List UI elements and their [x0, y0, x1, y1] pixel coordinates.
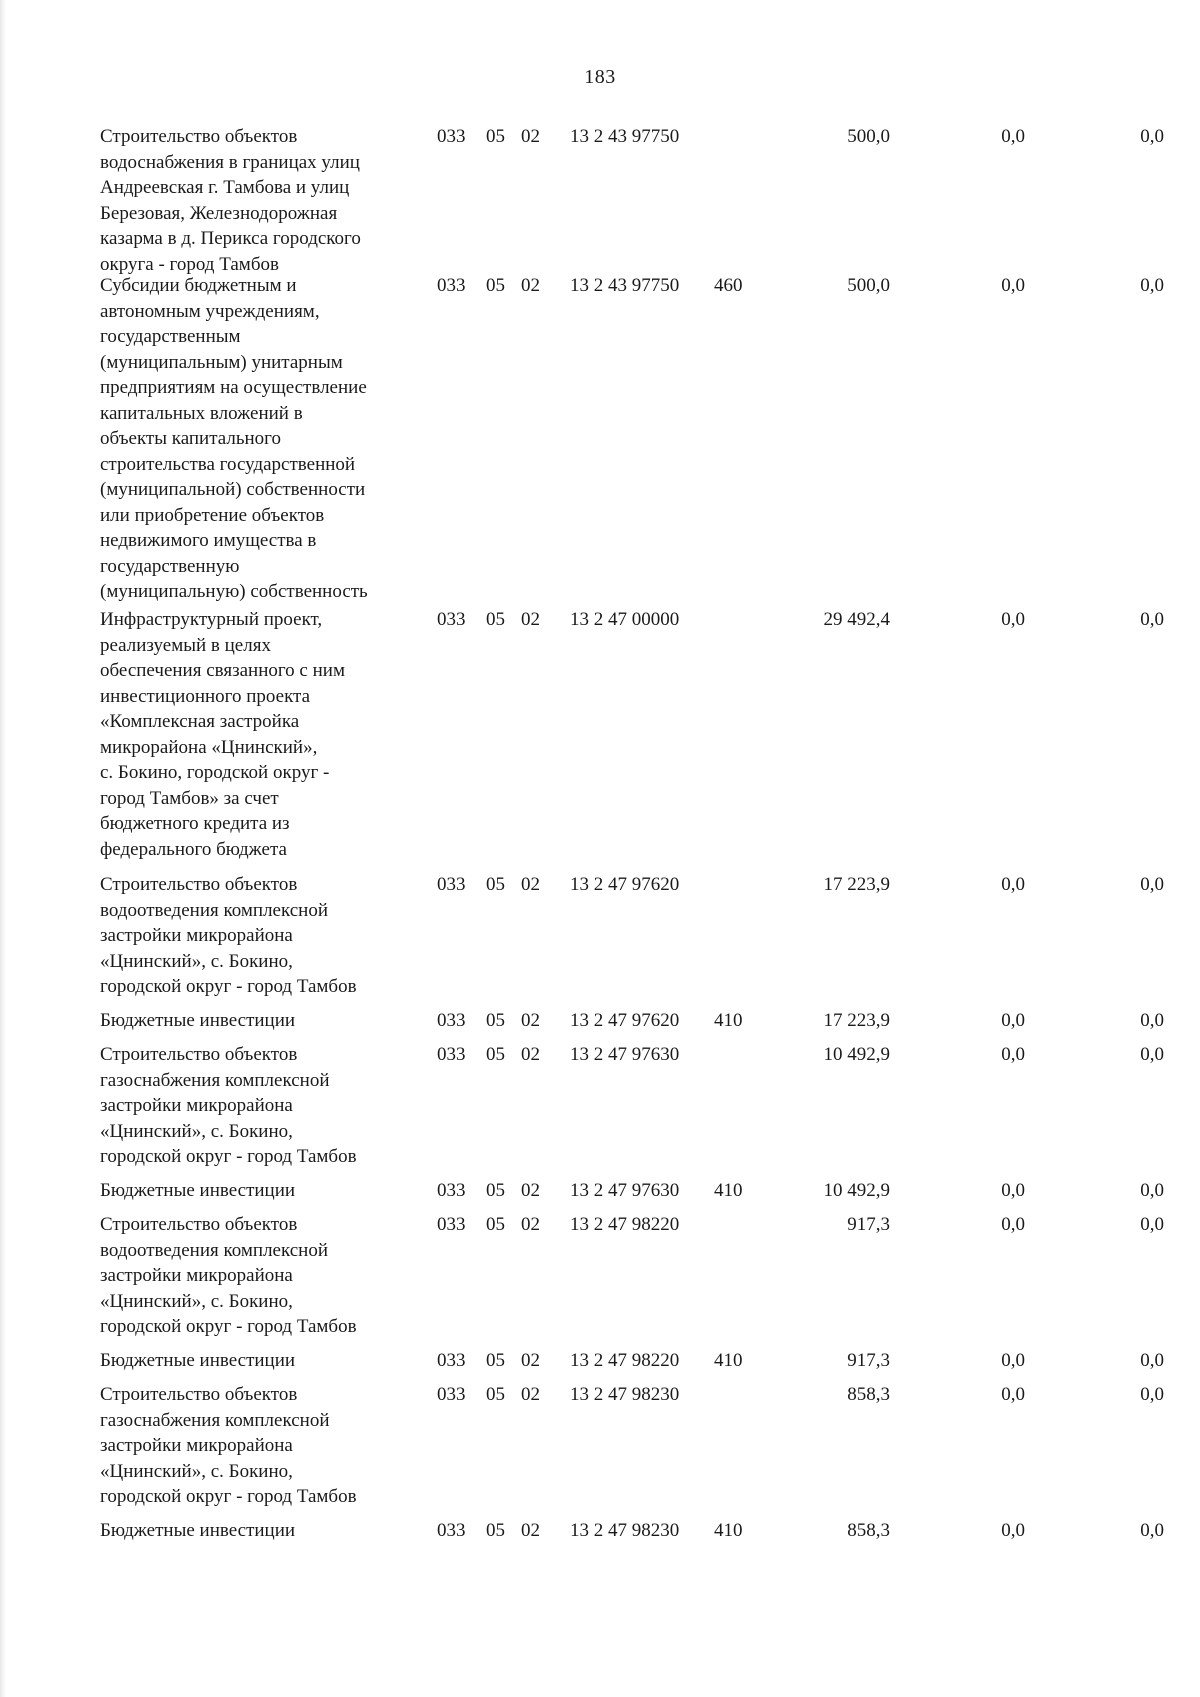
section-code: 05: [486, 1520, 505, 1541]
amount-year-1: 917,3: [847, 1350, 890, 1371]
amount-year-1: 858,3: [847, 1520, 890, 1541]
target-article-code: 13 2 47 97630: [570, 1180, 680, 1201]
admin-code: 033: [437, 874, 466, 895]
row-description: Строительство объектов водоотведения комплексной застройки микрорайона «Цнинский», с. Бокино, городской округ - город Тамбов: [100, 874, 357, 997]
target-article-code: 13 2 47 97620: [570, 874, 680, 895]
admin-code: 033: [437, 1044, 466, 1065]
target-article-code: 13 2 47 97630: [570, 1044, 680, 1065]
amount-year-1: 17 223,9: [823, 1010, 890, 1031]
row-description: Субсидии бюджетным и автономным учреждениям, государственным (муниципальным) унитарным предприятиям на осуществление капитальных вложений в объекты капитального строительства государственной (муниципальной) собственности или приобретение объектов недвижимого имущества в государственную (муниципальную) собственность: [100, 275, 368, 602]
amount-year-2: 0,0: [1001, 1520, 1025, 1541]
table-row: [0, 1382, 1200, 1518]
amount-year-3: 0,0: [1140, 1044, 1164, 1065]
table-row: [0, 1348, 1200, 1382]
expense-type-code: 410: [714, 1180, 743, 1201]
target-article-code: 13 2 47 98230: [570, 1384, 680, 1405]
page-number: 183: [584, 66, 616, 88]
table-row: [0, 1178, 1200, 1212]
admin-code: 033: [437, 1214, 466, 1235]
target-article-code: 13 2 47 98220: [570, 1214, 680, 1235]
table-row: [0, 1518, 1200, 1552]
expense-type-code: 410: [714, 1350, 743, 1371]
amount-year-3: 0,0: [1140, 126, 1164, 147]
amount-year-3: 0,0: [1140, 1214, 1164, 1235]
table-row: [0, 1008, 1200, 1042]
amount-year-2: 0,0: [1001, 275, 1025, 296]
amount-year-3: 0,0: [1140, 874, 1164, 895]
amount-year-1: 17 223,9: [823, 874, 890, 895]
row-description: Бюджетные инвестиции: [100, 1180, 296, 1201]
amount-year-1: 10 492,9: [823, 1044, 890, 1065]
subsection-code: 02: [521, 1044, 540, 1065]
row-description: Строительство объектов газоснабжения комплексной застройки микрорайона «Цнинский», с. Бокино, городской округ - город Тамбов: [100, 1384, 357, 1507]
admin-code: 033: [437, 609, 466, 630]
subsection-code: 02: [521, 126, 540, 147]
section-code: 05: [486, 874, 505, 895]
table-row: [0, 273, 1200, 607]
table-row: [0, 607, 1200, 872]
expense-type-code: 410: [714, 1010, 743, 1031]
section-code: 05: [486, 1180, 505, 1201]
subsection-code: 02: [521, 1520, 540, 1541]
subsection-code: 02: [521, 1010, 540, 1031]
admin-code: 033: [437, 1010, 466, 1031]
row-description: Строительство объектов водоснабжения в границах улиц Андреевская г. Тамбова и улиц Березовая, Железнодорожная казарма в д. Перикса городского округа - город Тамбов: [100, 126, 361, 275]
amount-year-2: 0,0: [1001, 874, 1025, 895]
amount-year-3: 0,0: [1140, 1010, 1164, 1031]
amount-year-3: 0,0: [1140, 275, 1164, 296]
amount-year-1: 10 492,9: [823, 1180, 890, 1201]
table-row: [0, 124, 1200, 273]
target-article-code: 13 2 47 98220: [570, 1350, 680, 1371]
subsection-code: 02: [521, 1180, 540, 1201]
amount-year-2: 0,0: [1001, 1180, 1025, 1201]
section-code: 05: [486, 1010, 505, 1031]
expense-type-code: 460: [714, 275, 743, 296]
target-article-code: 13 2 43 97750: [570, 126, 680, 147]
section-code: 05: [486, 1214, 505, 1235]
row-description: Бюджетные инвестиции: [100, 1010, 296, 1031]
row-description: Бюджетные инвестиции: [100, 1350, 296, 1371]
subsection-code: 02: [521, 275, 540, 296]
admin-code: 033: [437, 126, 466, 147]
amount-year-3: 0,0: [1140, 1350, 1164, 1371]
admin-code: 033: [437, 1520, 466, 1541]
amount-year-2: 0,0: [1001, 126, 1025, 147]
expense-type-code: 410: [714, 1520, 743, 1541]
amount-year-2: 0,0: [1001, 1350, 1025, 1371]
amount-year-1: 858,3: [847, 1384, 890, 1405]
table-row: [0, 872, 1200, 1008]
amount-year-1: 917,3: [847, 1214, 890, 1235]
section-code: 05: [486, 1350, 505, 1371]
row-description: Инфраструктурный проект, реализуемый в целях обеспечения связанного с ним инвестиционного проекта «Комплексная застройка микрорайона «Цнинский», с. Бокино, городской округ - город Тамбов» за счет бюджетного кредита из федерального бюджета: [100, 609, 345, 860]
subsection-code: 02: [521, 1384, 540, 1405]
subsection-code: 02: [521, 609, 540, 630]
section-code: 05: [486, 275, 505, 296]
section-code: 05: [486, 609, 505, 630]
subsection-code: 02: [521, 1214, 540, 1235]
amount-year-1: 29 492,4: [823, 609, 890, 630]
subsection-code: 02: [521, 874, 540, 895]
admin-code: 033: [437, 1384, 466, 1405]
amount-year-1: 500,0: [847, 126, 890, 147]
subsection-code: 02: [521, 1350, 540, 1371]
target-article-code: 13 2 47 97620: [570, 1010, 680, 1031]
admin-code: 033: [437, 1350, 466, 1371]
amount-year-2: 0,0: [1001, 609, 1025, 630]
row-description: Строительство объектов газоснабжения комплексной застройки микрорайона «Цнинский», с. Бокино, городской округ - город Тамбов: [100, 1044, 357, 1167]
amount-year-2: 0,0: [1001, 1010, 1025, 1031]
target-article-code: 13 2 47 98230: [570, 1520, 680, 1541]
target-article-code: 13 2 47 00000: [570, 609, 680, 630]
row-description: Бюджетные инвестиции: [100, 1520, 296, 1541]
section-code: 05: [486, 126, 505, 147]
target-article-code: 13 2 43 97750: [570, 275, 680, 296]
amount-year-3: 0,0: [1140, 1520, 1164, 1541]
amount-year-3: 0,0: [1140, 609, 1164, 630]
section-code: 05: [486, 1044, 505, 1065]
amount-year-2: 0,0: [1001, 1214, 1025, 1235]
row-description: Строительство объектов водоотведения комплексной застройки микрорайона «Цнинский», с. Бокино, городской округ - город Тамбов: [100, 1214, 357, 1337]
amount-year-3: 0,0: [1140, 1180, 1164, 1201]
section-code: 05: [486, 1384, 505, 1405]
amount-year-2: 0,0: [1001, 1044, 1025, 1065]
table-row: [0, 1212, 1200, 1348]
budget-table: [0, 124, 1200, 1552]
amount-year-2: 0,0: [1001, 1384, 1025, 1405]
admin-code: 033: [437, 275, 466, 296]
amount-year-1: 500,0: [847, 275, 890, 296]
table-row: [0, 1042, 1200, 1178]
admin-code: 033: [437, 1180, 466, 1201]
amount-year-3: 0,0: [1140, 1384, 1164, 1405]
